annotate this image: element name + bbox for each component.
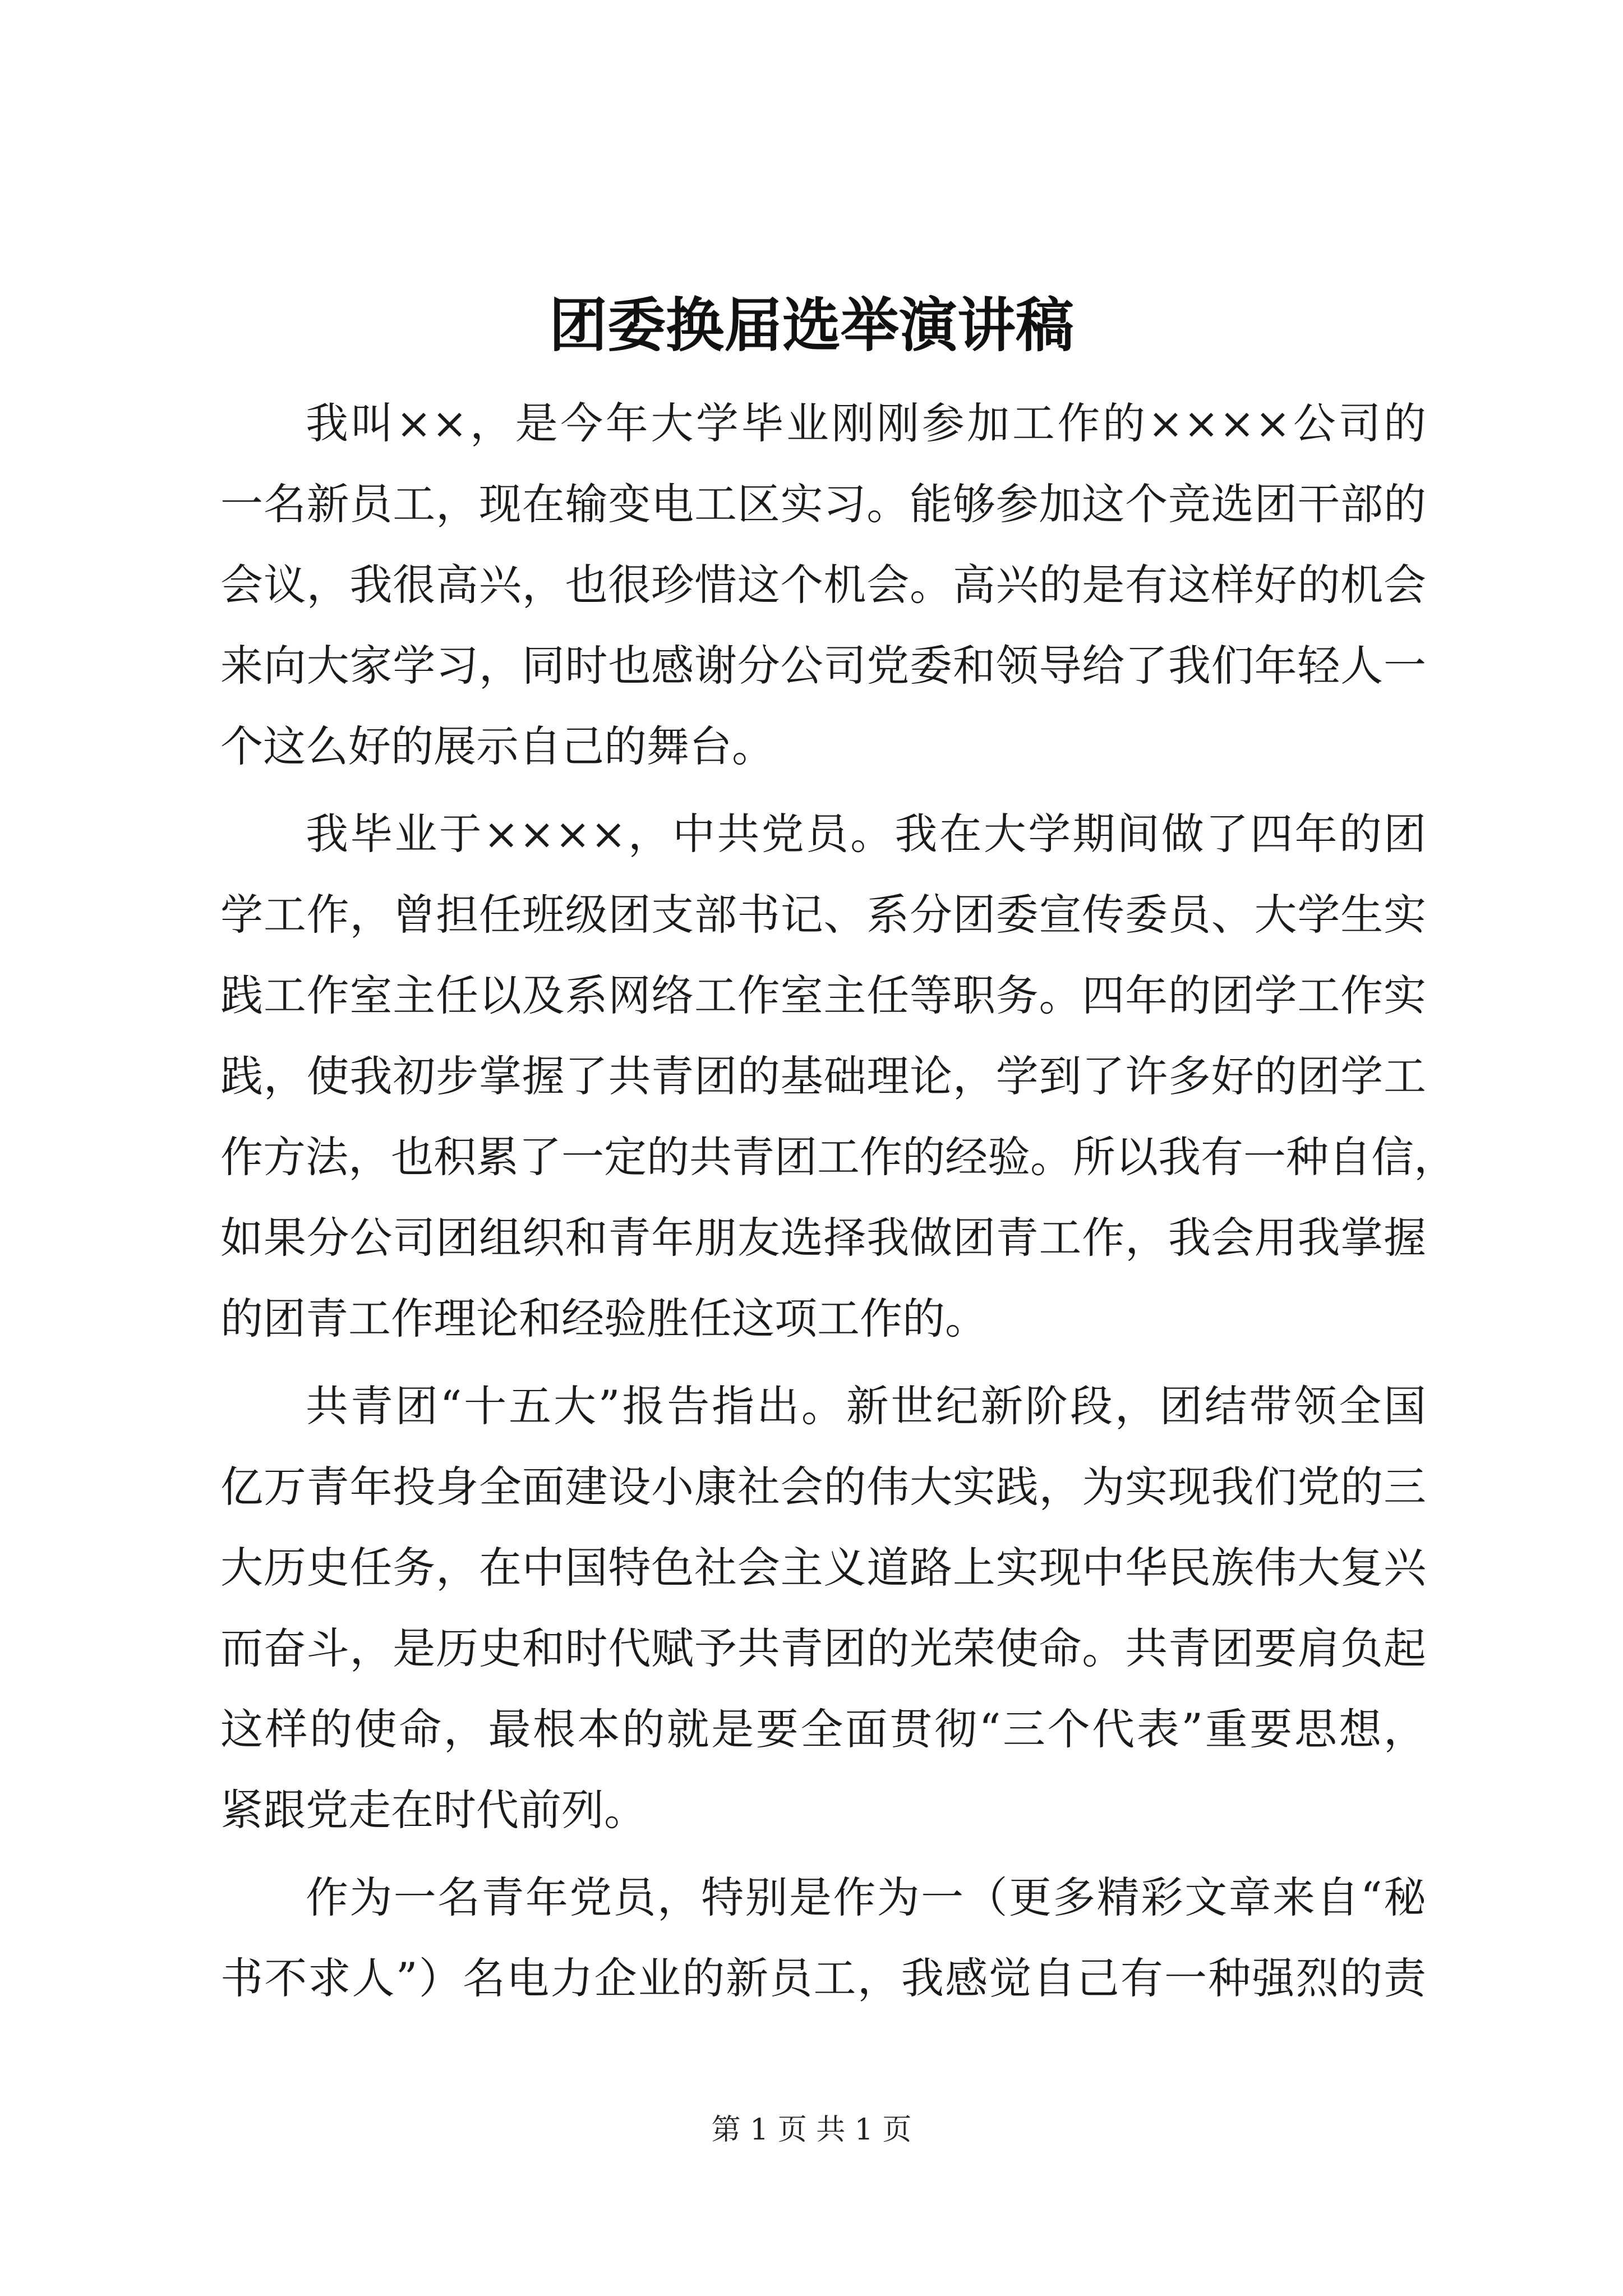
text-line: 大历史任务，在中国特色社会主义道路上实现中华民族伟大复兴 <box>220 1543 1426 1593</box>
paragraph-2 <box>220 794 1456 1359</box>
text-line: 我毕业于××××，中共党员。我在大学期间做了四年的团 <box>306 809 1426 859</box>
text-line: 如果分公司团组织和青年朋友选择我做团青工作，我会用我掌握 <box>220 1213 1426 1263</box>
text-line: 践工作室主任以及系网络工作室主任等职务。四年的团学工作实 <box>220 970 1426 1020</box>
paragraph-3 <box>220 1366 1426 1851</box>
text-line: 亿万青年投身全面建设小康社会的伟大实践，为实现我们党的三 <box>220 1462 1426 1512</box>
text-line: 作为一名青年党员，特别是作为一（更多精彩文章来自“秘 <box>306 1872 1426 1922</box>
document-body <box>220 383 1456 2026</box>
text-line: 一名新员工，现在输变电工区实习。能够参加这个竞选团干部的 <box>220 479 1426 529</box>
text-line: 这样的使命，最根本的就是要全面贯彻“三个代表”重要思想， <box>220 1704 1426 1754</box>
text-line: 会议，我很高兴，也很珍惜这个机会。高兴的是有这样好的机会 <box>220 560 1426 610</box>
text-line: 来向大家学习，同时也感谢分公司党委和领导给了我们年轻人一 <box>220 641 1426 691</box>
text-line: 书不求人”）名电力企业的新员工，我感觉自己有一种强烈的责 <box>220 1953 1426 2003</box>
text-line: 紧跟党走在时代前列。 <box>220 1785 647 1835</box>
text-line: 我叫××，是今年大学毕业刚刚参加工作的××××公司的 <box>306 398 1426 448</box>
text-line: 践，使我初步掌握了共青团的基础理论，学到了许多好的团学工 <box>220 1051 1426 1101</box>
text-line: 的团青工作理论和经验胜任这项工作的。 <box>220 1294 988 1343</box>
text-line: 作方法，也积累了一定的共青团工作的经验。所以我有一种自信， <box>220 1132 1456 1182</box>
text-line: 个这么好的展示自己的舞台。 <box>220 721 774 771</box>
paragraph-1 <box>220 383 1426 787</box>
document-title: 团委换届选举演讲稿 <box>548 291 1074 360</box>
text-line: 学工作，曾担任班级团支部书记、系分团委宣传委员、大学生实 <box>220 890 1426 940</box>
page-footer: 第 1 页 共 1 页 <box>711 2113 912 2147</box>
text-line: 共青团“十五大”报告指出。新世纪新阶段，团结带领全国 <box>306 1381 1426 1431</box>
text-line: 而奋斗，是历史和时代赋予共青团的光荣使命。共青团要肩负起 <box>220 1623 1426 1673</box>
paragraph-4 <box>220 1857 1426 2019</box>
